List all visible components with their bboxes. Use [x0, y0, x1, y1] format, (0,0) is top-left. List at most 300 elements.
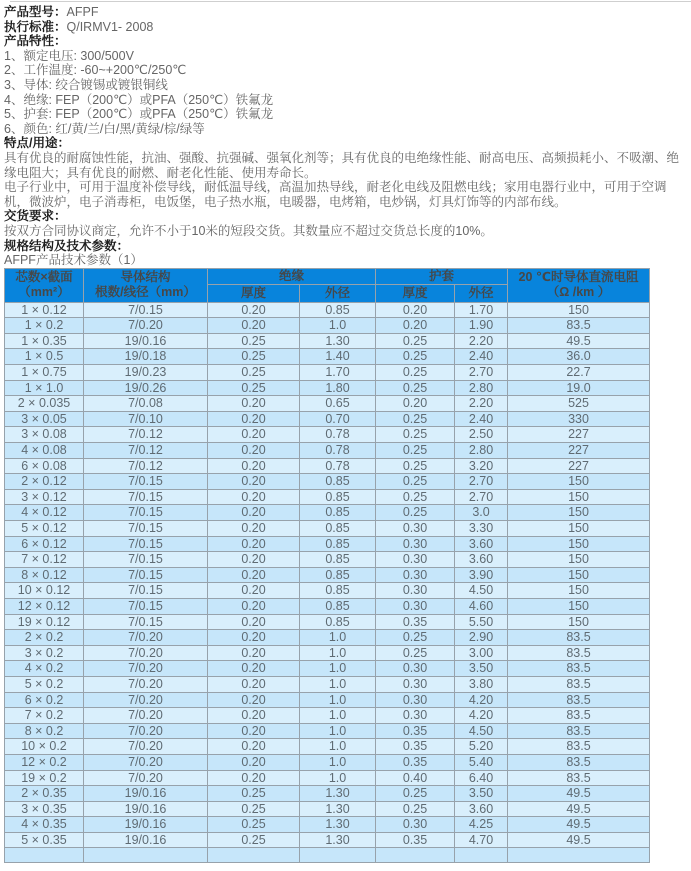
table-cell: 0.25 [208, 817, 300, 833]
table-cell: 2 × 0.35 [5, 786, 84, 802]
table-cell: 3 × 0.05 [5, 411, 84, 427]
table-cell: 0.85 [300, 552, 376, 568]
table-cell: 2.20 [455, 333, 508, 349]
product-model-line [4, 5, 687, 20]
table-cell: 2.80 [455, 380, 508, 396]
table-row [5, 645, 650, 661]
table-cell: 4 × 0.12 [5, 505, 84, 521]
table-cell: 0.30 [376, 567, 455, 583]
table-cell: 0.20 [208, 692, 300, 708]
table-cell: 7/0.20 [84, 754, 208, 770]
table-cell: 0.20 [208, 630, 300, 646]
table-row [5, 411, 650, 427]
table-cell: 5.50 [455, 614, 508, 630]
feature-item: 3、导体: 绞合镀锡或镀银铜线 [4, 77, 168, 92]
table-cell: 1.30 [300, 832, 376, 848]
table-cell: 0.85 [300, 521, 376, 537]
table-cell: 36.0 [508, 349, 650, 365]
table-cell: 1.80 [300, 380, 376, 396]
table-cell: 1.0 [300, 723, 376, 739]
table-cell: 83.5 [508, 630, 650, 646]
table-row [5, 458, 650, 474]
table-cell: 0.65 [300, 396, 376, 412]
table-cell: 0.85 [300, 302, 376, 318]
table-cell: 0.20 [208, 536, 300, 552]
top-divider [10, 1, 691, 2]
standard-label: 执行标准： [4, 19, 67, 34]
table-cell: 0.30 [376, 536, 455, 552]
table-cell: 7/0.20 [84, 645, 208, 661]
table-cell: 12 × 0.12 [5, 598, 84, 614]
table-cell: 0.30 [376, 661, 455, 677]
table-cell: 0.25 [376, 801, 455, 817]
info-lines [4, 5, 687, 34]
table-cell: 19/0.16 [84, 801, 208, 817]
table-cell: 3.60 [455, 536, 508, 552]
table-cell: 0.20 [208, 411, 300, 427]
table-cell: 0.30 [376, 817, 455, 833]
table-row [5, 349, 650, 365]
standard-line [4, 20, 687, 35]
table-cell [508, 848, 650, 863]
table-cell: 7/0.15 [84, 489, 208, 505]
table-row [5, 583, 650, 599]
table-cell: 0.25 [376, 443, 455, 459]
table-cell: 7/0.20 [84, 770, 208, 786]
table-cell: 0.25 [208, 333, 300, 349]
table-cell: 0.20 [376, 318, 455, 334]
table-cell: 1.30 [300, 817, 376, 833]
features-title: 产品特性： [4, 34, 67, 49]
table-cell: 4.20 [455, 708, 508, 724]
header-conductor-structure: 导体结构 根数/线径（mm） [84, 268, 208, 302]
table-cell: 1.70 [455, 302, 508, 318]
table-cell: 2.40 [455, 411, 508, 427]
table-cell: 0.85 [300, 614, 376, 630]
table-cell: 1 × 0.35 [5, 333, 84, 349]
table-cell: 3.0 [455, 505, 508, 521]
table-cell: 0.25 [376, 458, 455, 474]
table-cell: 0.85 [300, 567, 376, 583]
table-cell: 0.25 [376, 786, 455, 802]
table-cell: 150 [508, 474, 650, 490]
table-cell: 0.85 [300, 505, 376, 521]
table-cell: 150 [508, 489, 650, 505]
table-cell: 0.40 [376, 770, 455, 786]
table-row [5, 723, 650, 739]
table-cell: 2.70 [455, 365, 508, 381]
table-cell: 0.20 [208, 661, 300, 677]
table-cell: 0.30 [376, 598, 455, 614]
table-cell: 0.20 [208, 489, 300, 505]
table-cell: 0.25 [376, 630, 455, 646]
table-cell: 1.0 [300, 676, 376, 692]
table-cell: 0.35 [376, 754, 455, 770]
feature-item: 4、绝缘: FEP（200℃）或PFA（250℃）铁氟龙 [4, 92, 274, 107]
table-row [5, 801, 650, 817]
table-cell: 0.20 [208, 396, 300, 412]
table-cell: 3.60 [455, 552, 508, 568]
delivery-title: 交货要求： [4, 209, 67, 224]
table-cell: 0.78 [300, 427, 376, 443]
table-cell [84, 848, 208, 863]
table-row [5, 567, 650, 583]
table-row [5, 708, 650, 724]
table-cell: 5 × 0.12 [5, 521, 84, 537]
table-cell: 2.50 [455, 427, 508, 443]
table-cell: 0.25 [208, 380, 300, 396]
table-cell: 22.7 [508, 365, 650, 381]
table-row [5, 676, 650, 692]
feature-item: 5、护套: FEP（200℃）或PFA（250℃）铁氟龙 [4, 107, 274, 122]
table-cell [5, 848, 84, 863]
table-cell: 0.20 [208, 739, 300, 755]
table-cell: 7/0.15 [84, 505, 208, 521]
table-cell: 0.25 [208, 349, 300, 365]
table-cell: 7/0.15 [84, 567, 208, 583]
table-cell: 7/0.15 [84, 583, 208, 599]
table-cell: 0.25 [376, 365, 455, 381]
table-cell: 525 [508, 396, 650, 412]
table-cell: 0.20 [208, 770, 300, 786]
table-cell: 0.35 [376, 832, 455, 848]
table-cell: 83.5 [508, 770, 650, 786]
table-cell: 0.20 [208, 567, 300, 583]
features-list [4, 49, 687, 137]
table-cell: 7/0.10 [84, 411, 208, 427]
table-cell: 19/0.16 [84, 786, 208, 802]
header-insulation-thickness: 厚度 [208, 284, 300, 302]
table-cell: 0.20 [376, 302, 455, 318]
table-cell: 49.5 [508, 786, 650, 802]
table-cell: 7/0.15 [84, 536, 208, 552]
usage-title: 特点/用途： [4, 136, 70, 151]
product-model-label: 产品型号： [4, 5, 67, 19]
table-cell: 0.25 [208, 365, 300, 381]
table-cell: 3.60 [455, 801, 508, 817]
table-cell: 5 × 0.35 [5, 832, 84, 848]
table-row [5, 380, 650, 396]
table-cell: 10 × 0.12 [5, 583, 84, 599]
table-row [5, 443, 650, 459]
delivery-text: 按双方合同协议商定，允许不小于10米的短段交货。其数量应不超过交货总长度的10%。 [4, 223, 493, 238]
table-cell: 0.30 [376, 692, 455, 708]
table-cell: 49.5 [508, 801, 650, 817]
table-row [5, 489, 650, 505]
table-row [5, 770, 650, 786]
table-cell: 0.20 [208, 318, 300, 334]
table-cell: 0.70 [300, 411, 376, 427]
table-cell: 0.25 [208, 832, 300, 848]
header-jacket-group: 护套 [376, 268, 508, 284]
table-cell: 7/0.15 [84, 474, 208, 490]
spec-table-body [5, 302, 650, 863]
spec-table-caption: AFPF产品技术参数（1） [4, 253, 143, 268]
table-cell: 7/0.15 [84, 552, 208, 568]
table-cell: 7/0.20 [84, 723, 208, 739]
table-cell: 150 [508, 567, 650, 583]
table-cell: 3 × 0.2 [5, 645, 84, 661]
table-row [5, 832, 650, 848]
spec-table-header [5, 268, 650, 302]
table-cell: 0.25 [376, 489, 455, 505]
table-cell: 4.70 [455, 832, 508, 848]
table-cell: 0.20 [208, 676, 300, 692]
standard-value: Q/IRMV1- 2008 [66, 19, 154, 34]
spec-section-title: 规格结构及技术参数： [4, 238, 130, 253]
table-cell: 7/0.08 [84, 396, 208, 412]
table-cell: 7/0.20 [84, 630, 208, 646]
table-cell: 1 × 0.2 [5, 318, 84, 334]
table-cell: 0.30 [376, 708, 455, 724]
table-row [5, 427, 650, 443]
table-cell: 7/0.20 [84, 739, 208, 755]
table-cell: 5.40 [455, 754, 508, 770]
table-row [5, 396, 650, 412]
table-row [5, 505, 650, 521]
table-row [5, 754, 650, 770]
table-cell: 150 [508, 614, 650, 630]
table-cell: 0.25 [208, 786, 300, 802]
table-cell: 7/0.20 [84, 676, 208, 692]
table-cell: 0.25 [376, 333, 455, 349]
table-row [5, 536, 650, 552]
table-cell: 0.20 [208, 443, 300, 459]
table-cell: 7/0.12 [84, 443, 208, 459]
table-cell: 0.30 [376, 583, 455, 599]
table-cell: 0.20 [376, 396, 455, 412]
table-cell [300, 848, 376, 863]
table-cell: 0.20 [208, 754, 300, 770]
table-cell: 0.20 [208, 505, 300, 521]
table-cell: 83.5 [508, 708, 650, 724]
feature-item: 2、工作温度: -60~+200℃/250℃ [4, 63, 187, 78]
table-cell: 0.25 [376, 474, 455, 490]
table-cell: 1.0 [300, 630, 376, 646]
table-row [5, 614, 650, 630]
table-cell: 19.0 [508, 380, 650, 396]
table-cell: 2.40 [455, 349, 508, 365]
table-cell: 227 [508, 427, 650, 443]
table-cell: 1 × 0.5 [5, 349, 84, 365]
spec-table [4, 268, 650, 864]
table-cell: 7/0.12 [84, 427, 208, 443]
table-cell: 150 [508, 505, 650, 521]
table-cell: 0.20 [208, 474, 300, 490]
table-cell: 150 [508, 583, 650, 599]
table-cell: 1.0 [300, 739, 376, 755]
table-cell: 150 [508, 536, 650, 552]
table-cell: 49.5 [508, 333, 650, 349]
table-cell: 49.5 [508, 832, 650, 848]
table-cell: 6 × 0.12 [5, 536, 84, 552]
table-cell: 1.0 [300, 770, 376, 786]
table-cell: 5.20 [455, 739, 508, 755]
table-cell: 2 × 0.12 [5, 474, 84, 490]
table-row-partial [5, 848, 650, 863]
table-cell: 0.30 [376, 552, 455, 568]
table-cell: 0.20 [208, 458, 300, 474]
table-cell: 19/0.18 [84, 349, 208, 365]
table-row [5, 318, 650, 334]
table-cell: 7 × 0.12 [5, 552, 84, 568]
table-cell: 83.5 [508, 645, 650, 661]
table-cell: 1 × 0.75 [5, 365, 84, 381]
product-model-value: AFPF [66, 5, 99, 19]
table-cell: 1.30 [300, 333, 376, 349]
table-cell: 150 [508, 302, 650, 318]
table-row [5, 661, 650, 677]
table-cell: 49.5 [508, 817, 650, 833]
table-cell: 0.78 [300, 458, 376, 474]
table-cell: 0.85 [300, 598, 376, 614]
table-cell: 1.40 [300, 349, 376, 365]
table-cell: 4 × 0.35 [5, 817, 84, 833]
table-cell: 0.85 [300, 583, 376, 599]
table-cell: 83.5 [508, 723, 650, 739]
header-jacket-thickness: 厚度 [376, 284, 455, 302]
table-cell: 1.70 [300, 365, 376, 381]
table-cell: 2.70 [455, 474, 508, 490]
table-cell: 0.30 [376, 521, 455, 537]
table-cell: 4 × 0.08 [5, 443, 84, 459]
table-cell: 83.5 [508, 739, 650, 755]
table-cell: 4.50 [455, 723, 508, 739]
table-cell: 83.5 [508, 661, 650, 677]
table-cell: 83.5 [508, 676, 650, 692]
usage-paragraph-2: 电子行业中，可用于温度补偿导线，耐低温导线，高温加热导线，耐老化电线及阻燃电线；家用电器行业中，可用于空调机，微波炉，电子消毒柜，电饭堡，电子热水瓶，电暖器，电烤箱，电炒锅，灯具灯饰等的内部布线。 [4, 180, 667, 209]
header-core-size: 芯数×截面 （mm²） [5, 268, 84, 302]
table-cell: 0.25 [376, 645, 455, 661]
table-cell: 0.20 [208, 723, 300, 739]
table-cell [455, 848, 508, 863]
table-cell: 0.78 [300, 443, 376, 459]
table-cell: 1.90 [455, 318, 508, 334]
table-cell: 0.25 [376, 411, 455, 427]
table-cell: 150 [508, 552, 650, 568]
table-cell: 0.20 [208, 708, 300, 724]
table-cell: 1.0 [300, 645, 376, 661]
header-jacket-od: 外径 [455, 284, 508, 302]
table-cell: 7/0.20 [84, 318, 208, 334]
table-cell: 7/0.15 [84, 598, 208, 614]
table-cell: 8 × 0.12 [5, 567, 84, 583]
table-cell: 150 [508, 598, 650, 614]
table-cell: 3.90 [455, 567, 508, 583]
table-cell: 3.50 [455, 661, 508, 677]
table-row [5, 630, 650, 646]
table-row [5, 333, 650, 349]
table-cell: 7/0.12 [84, 458, 208, 474]
table-row [5, 692, 650, 708]
table-cell: 19/0.26 [84, 380, 208, 396]
table-cell [208, 848, 300, 863]
table-cell: 83.5 [508, 692, 650, 708]
table-row [5, 817, 650, 833]
table-cell: 6.40 [455, 770, 508, 786]
table-cell: 3.00 [455, 645, 508, 661]
table-cell: 6 × 0.08 [5, 458, 84, 474]
table-row [5, 474, 650, 490]
table-cell: 12 × 0.2 [5, 754, 84, 770]
table-cell: 7/0.20 [84, 708, 208, 724]
table-cell: 227 [508, 443, 650, 459]
table-cell: 5 × 0.2 [5, 676, 84, 692]
table-cell: 227 [508, 458, 650, 474]
table-cell: 3.30 [455, 521, 508, 537]
table-cell: 3.80 [455, 676, 508, 692]
table-cell: 330 [508, 411, 650, 427]
table-cell: 1.0 [300, 318, 376, 334]
table-cell: 0.20 [208, 521, 300, 537]
table-cell: 19 × 0.2 [5, 770, 84, 786]
table-cell: 0.20 [208, 614, 300, 630]
table-cell: 19/0.23 [84, 365, 208, 381]
table-cell: 7/0.20 [84, 661, 208, 677]
table-row [5, 302, 650, 318]
table-cell: 1.0 [300, 708, 376, 724]
table-cell: 0.20 [208, 645, 300, 661]
table-cell: 1.0 [300, 692, 376, 708]
header-insulation-group: 绝缘 [208, 268, 376, 284]
feature-item: 1、额定电压: 300/500V [4, 48, 134, 63]
table-cell: 4 × 0.2 [5, 661, 84, 677]
table-cell: 0.20 [208, 427, 300, 443]
table-cell: 0.25 [376, 505, 455, 521]
table-cell: 0.85 [300, 474, 376, 490]
table-cell: 0.25 [376, 427, 455, 443]
table-cell: 0.30 [376, 676, 455, 692]
table-cell: 1 × 1.0 [5, 380, 84, 396]
table-cell: 2.70 [455, 489, 508, 505]
table-cell: 0.35 [376, 614, 455, 630]
table-cell: 7/0.20 [84, 692, 208, 708]
table-cell: 19 × 0.12 [5, 614, 84, 630]
table-cell: 8 × 0.2 [5, 723, 84, 739]
table-cell: 0.20 [208, 552, 300, 568]
table-cell: 19/0.16 [84, 333, 208, 349]
usage-paragraph-1: 具有优良的耐腐蚀性能，抗油、强酸、抗强碱、强氧化剂等；具有优良的电绝缘性能、耐高电压、高频损耗小、不吸潮、绝缘电阻大；具有优良的耐燃、耐老化性能、使用寿命长。 [4, 150, 680, 180]
table-row [5, 521, 650, 537]
header-insulation-od: 外径 [300, 284, 376, 302]
table-cell: 19/0.16 [84, 817, 208, 833]
table-cell: 1.0 [300, 661, 376, 677]
table-cell: 6 × 0.2 [5, 692, 84, 708]
table-cell: 83.5 [508, 318, 650, 334]
table-cell: 7/0.15 [84, 521, 208, 537]
table-cell: 0.35 [376, 723, 455, 739]
table-cell: 2.80 [455, 443, 508, 459]
table-cell: 7/0.15 [84, 614, 208, 630]
table-cell: 0.25 [208, 801, 300, 817]
table-cell: 3.50 [455, 786, 508, 802]
table-cell: 1 × 0.12 [5, 302, 84, 318]
table-cell: 7 × 0.2 [5, 708, 84, 724]
table-cell: 3 × 0.08 [5, 427, 84, 443]
table-cell: 1.30 [300, 801, 376, 817]
table-cell: 4.50 [455, 583, 508, 599]
table-cell: 83.5 [508, 754, 650, 770]
table-cell: 1.0 [300, 754, 376, 770]
table-row [5, 552, 650, 568]
table-cell: 0.35 [376, 739, 455, 755]
table-cell: 10 × 0.2 [5, 739, 84, 755]
table-cell: 0.20 [208, 583, 300, 599]
table-cell [376, 848, 455, 863]
table-cell: 3 × 0.35 [5, 801, 84, 817]
table-cell: 150 [508, 521, 650, 537]
table-cell: 3.20 [455, 458, 508, 474]
